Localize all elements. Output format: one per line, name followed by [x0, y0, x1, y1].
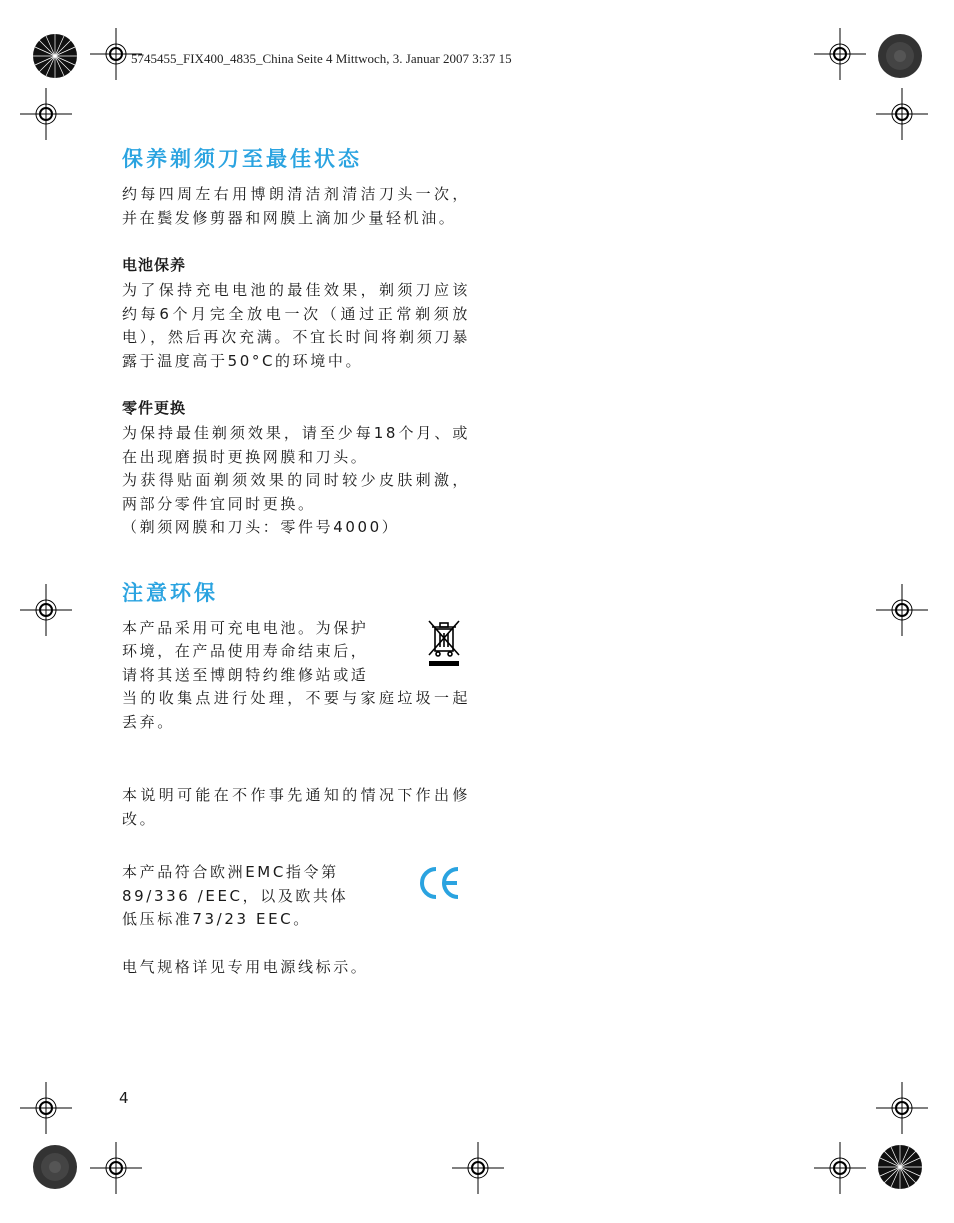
parts-line: （剃须网膜和刀头：零件号4000）	[122, 518, 400, 536]
maintenance-section	[122, 142, 470, 230]
subsection-title-parts: 零件更换	[122, 399, 187, 417]
notice-section	[122, 784, 470, 831]
registration-mark-icon	[20, 1082, 72, 1134]
registration-mark-icon	[90, 1142, 142, 1194]
emc-line: 低压标准73/23 EEC。	[122, 910, 311, 928]
ce-mark-icon	[416, 865, 462, 901]
section-title-maintenance: 保养剃须刀至最佳状态	[122, 147, 362, 171]
print-slug: 5745455_FIX400_4835_China Seite 4 Mittwoch, 3. Januar 2007 3:37 15	[131, 51, 512, 66]
environment-line: 环境，在产品使用寿命结束后，	[122, 642, 369, 660]
electrical-paragraph: 电气规格详见专用电源线标示。	[122, 957, 369, 976]
registration-mark-icon	[90, 28, 142, 80]
environment-line: 请将其送至博朗特约维修站或适	[122, 665, 369, 684]
section-title-environment: 注意环保	[122, 580, 218, 605]
environment-section	[122, 576, 470, 735]
emc-line: 本产品符合欧洲EMC指令第	[122, 863, 339, 881]
emc-section	[122, 861, 470, 932]
registration-mark-icon	[876, 88, 928, 140]
registration-mark-icon	[814, 1142, 866, 1194]
registration-mark-icon	[876, 584, 928, 636]
crossed-out-wheelie-bin-icon	[425, 617, 463, 669]
content-column	[122, 142, 470, 979]
registration-mark-icon	[452, 1142, 504, 1194]
environment-text	[122, 617, 470, 735]
registration-mark-icon	[20, 584, 72, 636]
subsection-title-battery: 电池保养	[122, 256, 187, 274]
environment-line: 当的收集点进行处理，不要与家庭垃圾一起丢弃。	[122, 689, 470, 731]
registration-mark-icon	[20, 88, 72, 140]
parts-line: 为保持最佳剃须效果，请至少每18个月、或在出现磨损时更换网膜和刀头。	[122, 424, 470, 466]
starburst-mark-icon	[877, 1144, 923, 1190]
page-number: 4	[119, 1089, 129, 1107]
notice-paragraph: 本说明可能在不作事先通知的情况下作出修改。	[122, 786, 470, 828]
environment-line: 本产品采用可充电电池。为保护	[122, 618, 369, 637]
battery-section	[122, 254, 470, 373]
registration-mark-icon	[814, 28, 866, 80]
battery-paragraph: 为了保持充电电池的最佳效果，剃须刀应该约每6个月完全放电一次（通过正常剃须放电），然后再次充满。不宜长时间将剃须刀暴露于温度高于50°C的环境中。	[122, 281, 470, 370]
starburst-mark-icon	[32, 33, 78, 79]
parts-line: 为获得贴面剃须效果的同时较少皮肤刺激，两部分零件宜同时更换。	[122, 471, 470, 513]
starburst-mark-icon	[877, 33, 923, 79]
maintenance-paragraph: 约每四周左右用博朗清洁剂清洁刀头一次，并在鬓发修剪器和网膜上滴加少量轻机油。	[122, 185, 470, 227]
registration-mark-icon	[876, 1082, 928, 1134]
starburst-mark-icon	[32, 1144, 78, 1190]
parts-section	[122, 397, 470, 540]
electrical-section	[122, 956, 470, 980]
emc-line: 89/336 /EEC，以及欧共体	[122, 886, 349, 905]
